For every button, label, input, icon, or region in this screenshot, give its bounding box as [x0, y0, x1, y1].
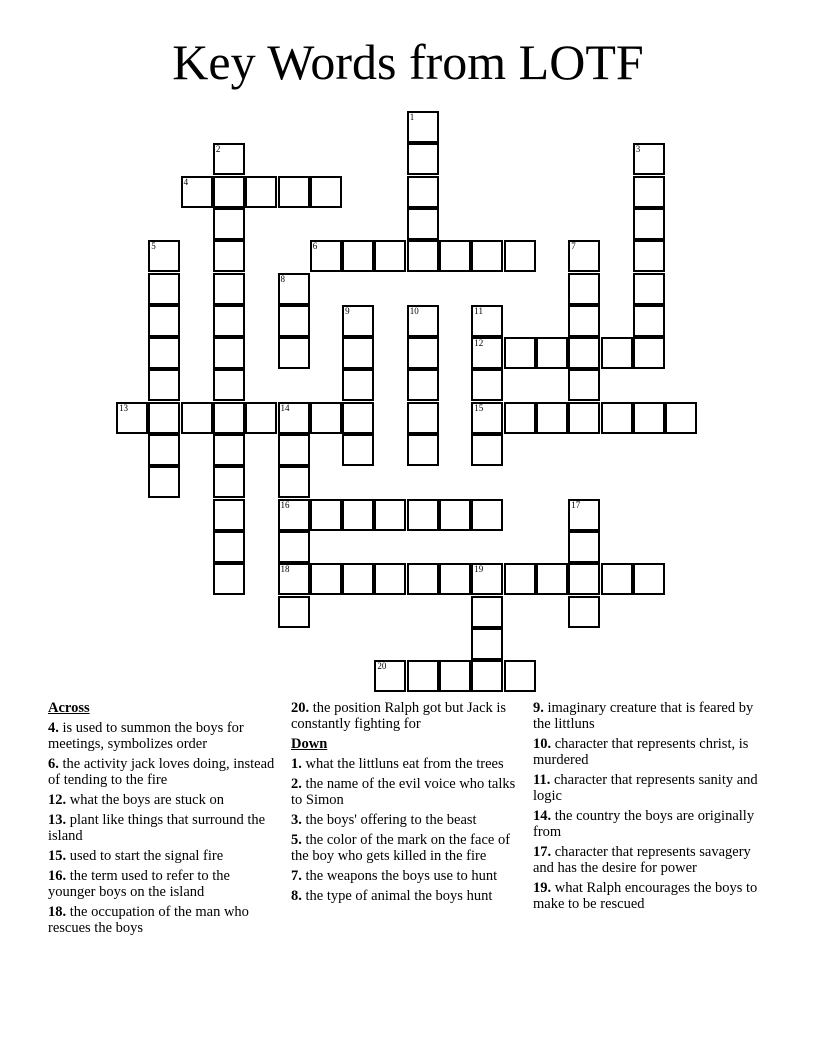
crossword-cell[interactable]	[278, 563, 310, 595]
crossword-cell[interactable]	[310, 402, 342, 434]
clue-item-text: the name of the evil voice who talks to Simon	[291, 776, 516, 808]
crossword-cell[interactable]	[245, 402, 277, 434]
crossword-cell[interactable]	[471, 337, 503, 369]
clue-item	[533, 700, 763, 732]
crossword-cell[interactable]	[633, 273, 665, 305]
clue-number: 2	[215, 144, 221, 155]
crossword-cell[interactable]	[633, 563, 665, 595]
crossword-cell[interactable]	[568, 499, 600, 531]
crossword-cell[interactable]	[407, 176, 439, 208]
crossword-cell[interactable]	[504, 660, 536, 692]
clue-item-text: the color of the mark on the face of the boy who gets killed in the fire	[291, 832, 511, 864]
clue-item	[533, 844, 763, 876]
crossword-cell[interactable]	[407, 111, 439, 143]
crossword-cell[interactable]	[439, 660, 471, 692]
crossword-cell[interactable]	[568, 402, 600, 434]
clue-item	[291, 700, 521, 732]
crossword-cell[interactable]	[342, 305, 374, 337]
crossword-cell[interactable]	[213, 305, 245, 337]
clue-section-heading: Across	[48, 700, 90, 716]
clue-item-text: character that represents christ, is murdered	[533, 736, 749, 768]
clue-item-text: what Ralph encourages the boys to make to be rescued	[533, 880, 758, 912]
clue-item	[48, 720, 278, 752]
clue-item	[533, 808, 763, 840]
crossword-cell[interactable]	[633, 305, 665, 337]
crossword-cell[interactable]	[439, 563, 471, 595]
clue-number: 14	[280, 402, 290, 413]
clue-number: 11	[474, 305, 483, 316]
crossword-cell[interactable]	[633, 143, 665, 175]
clue-item-number: 11.	[533, 772, 551, 788]
clue-item-number: 3.	[291, 812, 302, 828]
crossword-cell[interactable]	[568, 596, 600, 628]
clue-item-number: 9.	[533, 700, 544, 716]
crossword-cell[interactable]	[471, 628, 503, 660]
crossword-cell[interactable]	[213, 466, 245, 498]
clue-item-number: 2.	[291, 776, 302, 792]
crossword-cell[interactable]	[536, 563, 568, 595]
crossword-cell[interactable]	[633, 402, 665, 434]
crossword-cell[interactable]	[342, 434, 374, 466]
crossword-cell[interactable]	[278, 305, 310, 337]
crossword-cell[interactable]	[148, 337, 180, 369]
crossword-cell[interactable]	[633, 337, 665, 369]
crossword-cell[interactable]	[568, 563, 600, 595]
crossword-cell[interactable]	[471, 305, 503, 337]
crossword-cell[interactable]	[342, 369, 374, 401]
clue-item-text: plant like things that surround the island	[48, 812, 266, 844]
crossword-cell[interactable]	[213, 337, 245, 369]
clue-number: 5	[151, 241, 156, 252]
crossword-cell[interactable]	[278, 466, 310, 498]
crossword-cell[interactable]	[181, 176, 213, 208]
clue-number: 16	[280, 499, 290, 510]
crossword-cell[interactable]	[213, 499, 245, 531]
clue-item-text: the term used to refer to the younger boys on the island	[48, 868, 230, 900]
crossword-cell[interactable]	[213, 240, 245, 272]
crossword-cell[interactable]	[471, 240, 503, 272]
crossword-cell[interactable]	[439, 240, 471, 272]
clue-item	[291, 832, 521, 864]
crossword-cell[interactable]	[148, 240, 180, 272]
crossword-cell[interactable]	[504, 402, 536, 434]
clue-item-text: character that represents savagery and has the desire for power	[533, 844, 751, 876]
crossword-cell[interactable]	[471, 434, 503, 466]
clue-number: 1	[409, 112, 415, 122]
crossword-cell[interactable]	[278, 337, 310, 369]
crossword-cell[interactable]	[278, 402, 310, 434]
crossword-cell[interactable]	[310, 499, 342, 531]
crossword-cell[interactable]	[568, 273, 600, 305]
clue-item	[291, 868, 521, 884]
clue-item	[48, 868, 278, 900]
clue-item-text: used to start the signal fire	[66, 848, 224, 864]
clue-item-text: what the boys are stuck on	[66, 792, 224, 808]
crossword-cell[interactable]	[342, 337, 374, 369]
crossword-cell[interactable]	[374, 563, 406, 595]
crossword-cell[interactable]	[471, 563, 503, 595]
crossword-cell[interactable]	[342, 240, 374, 272]
crossword-cell[interactable]	[213, 369, 245, 401]
clue-item	[291, 776, 521, 808]
clue-item	[48, 812, 278, 844]
clue-item-number: 8.	[291, 888, 302, 904]
clue-number: 8	[280, 273, 285, 284]
crossword-cell[interactable]	[310, 563, 342, 595]
clue-number: 15	[474, 402, 484, 413]
crossword-cell[interactable]	[148, 305, 180, 337]
clue-item-text: the boys' offering to the beast	[301, 812, 477, 828]
clue-number: 10	[409, 305, 419, 316]
crossword-cell[interactable]	[407, 305, 439, 337]
crossword-cell[interactable]	[407, 434, 439, 466]
clue-item-text: is used to summon the boys for meetings, symbolizes order	[48, 720, 244, 752]
crossword-cell[interactable]	[568, 337, 600, 369]
clue-number: 7	[571, 241, 576, 252]
clue-item-text: the position Ralph got but Jack is constantly fighting for	[291, 700, 507, 732]
crossword-cell[interactable]	[278, 273, 310, 305]
clue-item-text: imaginary creature that is feared by the littluns	[533, 700, 754, 732]
crossword-cell[interactable]	[213, 434, 245, 466]
crossword-cell[interactable]	[407, 402, 439, 434]
clue-item	[48, 756, 278, 788]
crossword-cell[interactable]	[536, 337, 568, 369]
clue-item-text: the weapons the boys use to hunt	[301, 868, 498, 884]
clue-number: 6	[312, 241, 318, 252]
crossword-cell[interactable]	[278, 434, 310, 466]
crossword-cell[interactable]	[407, 337, 439, 369]
crossword-cell[interactable]	[407, 563, 439, 595]
crossword-cell[interactable]	[568, 369, 600, 401]
crossword-cell[interactable]	[342, 402, 374, 434]
crossword-cell[interactable]	[278, 596, 310, 628]
crossword-cell[interactable]	[407, 369, 439, 401]
crossword-cell[interactable]	[633, 176, 665, 208]
crossword-cell[interactable]	[310, 240, 342, 272]
clue-number: 18	[280, 564, 290, 575]
clue-item	[291, 888, 521, 904]
crossword-cell[interactable]	[407, 499, 439, 531]
clue-number: 13	[119, 402, 128, 413]
clue-column-3	[533, 700, 763, 916]
crossword-cell[interactable]	[407, 143, 439, 175]
crossword-cell[interactable]	[504, 337, 536, 369]
clue-item-number: 19.	[533, 880, 552, 896]
clue-item-text: the type of animal the boys hunt	[301, 888, 493, 904]
crossword-cell[interactable]	[148, 466, 180, 498]
clue-item-number: 16.	[48, 868, 67, 884]
clue-item-number: 6.	[48, 756, 59, 772]
clue-item-number: 12.	[48, 792, 67, 808]
crossword-cell[interactable]	[633, 208, 665, 240]
crossword-cell[interactable]	[471, 596, 503, 628]
clue-item	[291, 756, 521, 772]
clue-item-number: 20.	[291, 700, 310, 716]
crossword-cell[interactable]	[278, 531, 310, 563]
crossword-cell[interactable]	[601, 337, 633, 369]
clue-section-heading: Down	[291, 736, 328, 752]
clue-item	[533, 736, 763, 768]
crossword-cell[interactable]	[407, 240, 439, 272]
crossword-cell[interactable]	[148, 273, 180, 305]
clue-item-number: 7.	[291, 868, 302, 884]
crossword-cell[interactable]	[310, 176, 342, 208]
crossword-cell[interactable]	[278, 176, 310, 208]
clue-item	[48, 848, 278, 864]
crossword-cell[interactable]	[407, 208, 439, 240]
clue-item-number: 18.	[48, 904, 67, 920]
crossword-cell[interactable]	[633, 240, 665, 272]
clue-item	[291, 812, 521, 828]
crossword-cell[interactable]	[601, 563, 633, 595]
clue-number: 9	[345, 305, 350, 316]
crossword-cell[interactable]	[374, 499, 406, 531]
crossword-cell[interactable]	[213, 208, 245, 240]
clue-item-number: 5.	[291, 832, 302, 848]
crossword-cell[interactable]	[148, 402, 180, 434]
crossword-cell[interactable]	[504, 240, 536, 272]
crossword-cell[interactable]	[245, 176, 277, 208]
clue-number: 19	[474, 564, 484, 575]
crossword-cell[interactable]	[213, 531, 245, 563]
crossword-cell[interactable]	[568, 240, 600, 272]
crossword-cell[interactable]	[407, 660, 439, 692]
crossword-cell[interactable]	[148, 434, 180, 466]
crossword-cell[interactable]	[148, 369, 180, 401]
crossword-cell[interactable]	[471, 369, 503, 401]
crossword-cell[interactable]	[342, 563, 374, 595]
crossword-cell[interactable]	[439, 499, 471, 531]
clue-item-number: 1.	[291, 756, 302, 772]
clue-item	[533, 880, 763, 912]
page-title: Key Words from LOTF	[172, 34, 644, 90]
clue-number: 20	[377, 661, 387, 672]
clue-number: 3	[635, 144, 641, 155]
crossword-cell[interactable]	[665, 402, 697, 434]
crossword-cell[interactable]	[504, 563, 536, 595]
crossword-cell[interactable]	[568, 531, 600, 563]
clue-item	[48, 904, 278, 936]
crossword-cell[interactable]	[568, 305, 600, 337]
crossword-cell[interactable]	[536, 402, 568, 434]
crossword-cell[interactable]	[342, 499, 374, 531]
clue-column-2	[291, 700, 521, 908]
clue-item	[48, 792, 278, 808]
crossword-cell[interactable]	[471, 499, 503, 531]
clue-item-text: what the littluns eat from the trees	[301, 756, 504, 772]
clue-item-number: 14.	[533, 808, 552, 824]
clue-item-number: 10.	[533, 736, 552, 752]
clue-item-number: 15.	[48, 848, 67, 864]
clue-item-number: 4.	[48, 720, 59, 736]
clue-number: 12	[474, 338, 484, 349]
clue-item	[533, 772, 763, 804]
clue-item-text: the activity jack loves doing, instead of tending to the fire	[48, 756, 275, 788]
crossword-cell[interactable]	[116, 402, 148, 434]
crossword-cell[interactable]	[181, 402, 213, 434]
clue-column-1	[48, 700, 278, 940]
crossword-cell[interactable]	[374, 240, 406, 272]
crossword-cell[interactable]	[374, 660, 406, 692]
crossword-cell[interactable]	[213, 176, 245, 208]
clue-number: 4	[183, 176, 189, 187]
crossword-cell[interactable]	[471, 402, 503, 434]
crossword-cell[interactable]	[213, 143, 245, 175]
crossword-cell[interactable]	[213, 402, 245, 434]
crossword-cell[interactable]	[213, 273, 245, 305]
clue-item-text: character that represents sanity and logic	[533, 772, 758, 804]
crossword-cell[interactable]	[278, 499, 310, 531]
clue-item-number: 17.	[533, 844, 552, 860]
crossword-cell[interactable]	[471, 660, 503, 692]
clue-item-text: the country the boys are originally from	[533, 808, 755, 840]
crossword-cell[interactable]	[213, 563, 245, 595]
clue-number: 17	[571, 499, 581, 510]
crossword-cell[interactable]	[601, 402, 633, 434]
clue-item-text: the occupation of the man who rescues the boys	[48, 904, 249, 936]
clue-item-number: 13.	[48, 812, 67, 828]
